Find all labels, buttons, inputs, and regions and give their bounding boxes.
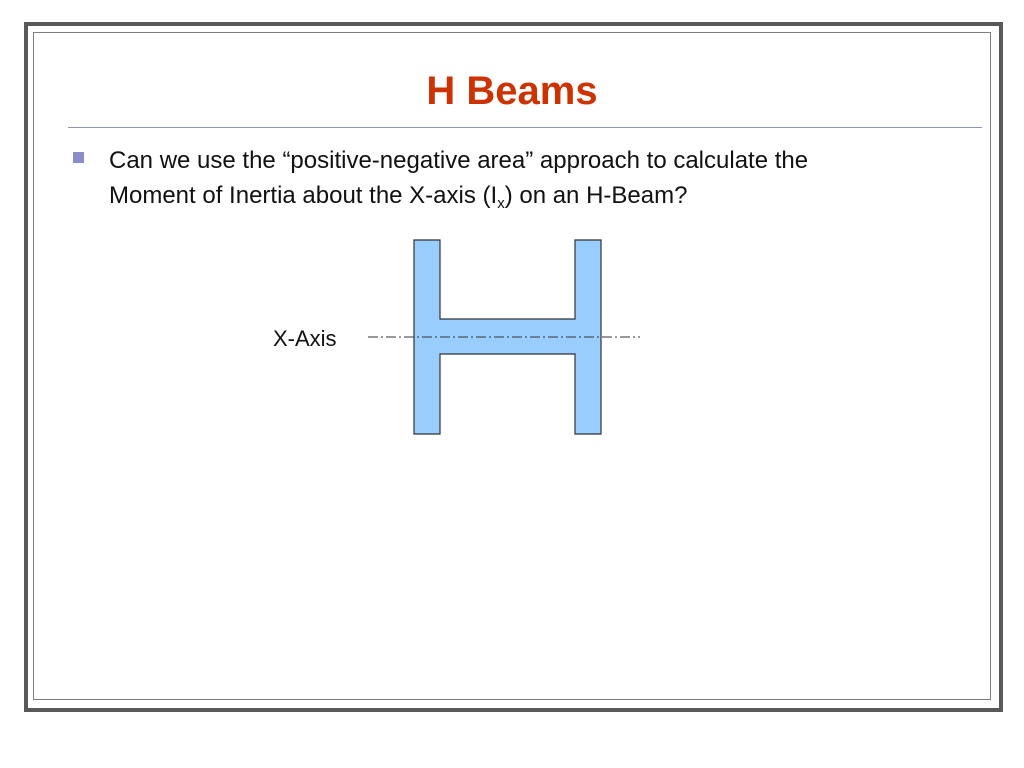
bullet-line-1: Can we use the “positive-negative area” approach to calculate the [109, 147, 809, 174]
bullet-line-2-start: Moment of Inertia about the X-axis (I [109, 182, 498, 209]
bullet-subscript: x [497, 195, 505, 212]
bullet-text [109, 143, 959, 213]
slide-title: H Beams [426, 69, 598, 113]
title-divider [68, 127, 982, 128]
slide-inner-frame [33, 32, 991, 700]
bullet-line-2-end: ) on an H-Beam? [504, 182, 688, 209]
x-axis-label: X-Axis [273, 326, 337, 351]
bullet-square-icon [73, 152, 84, 163]
